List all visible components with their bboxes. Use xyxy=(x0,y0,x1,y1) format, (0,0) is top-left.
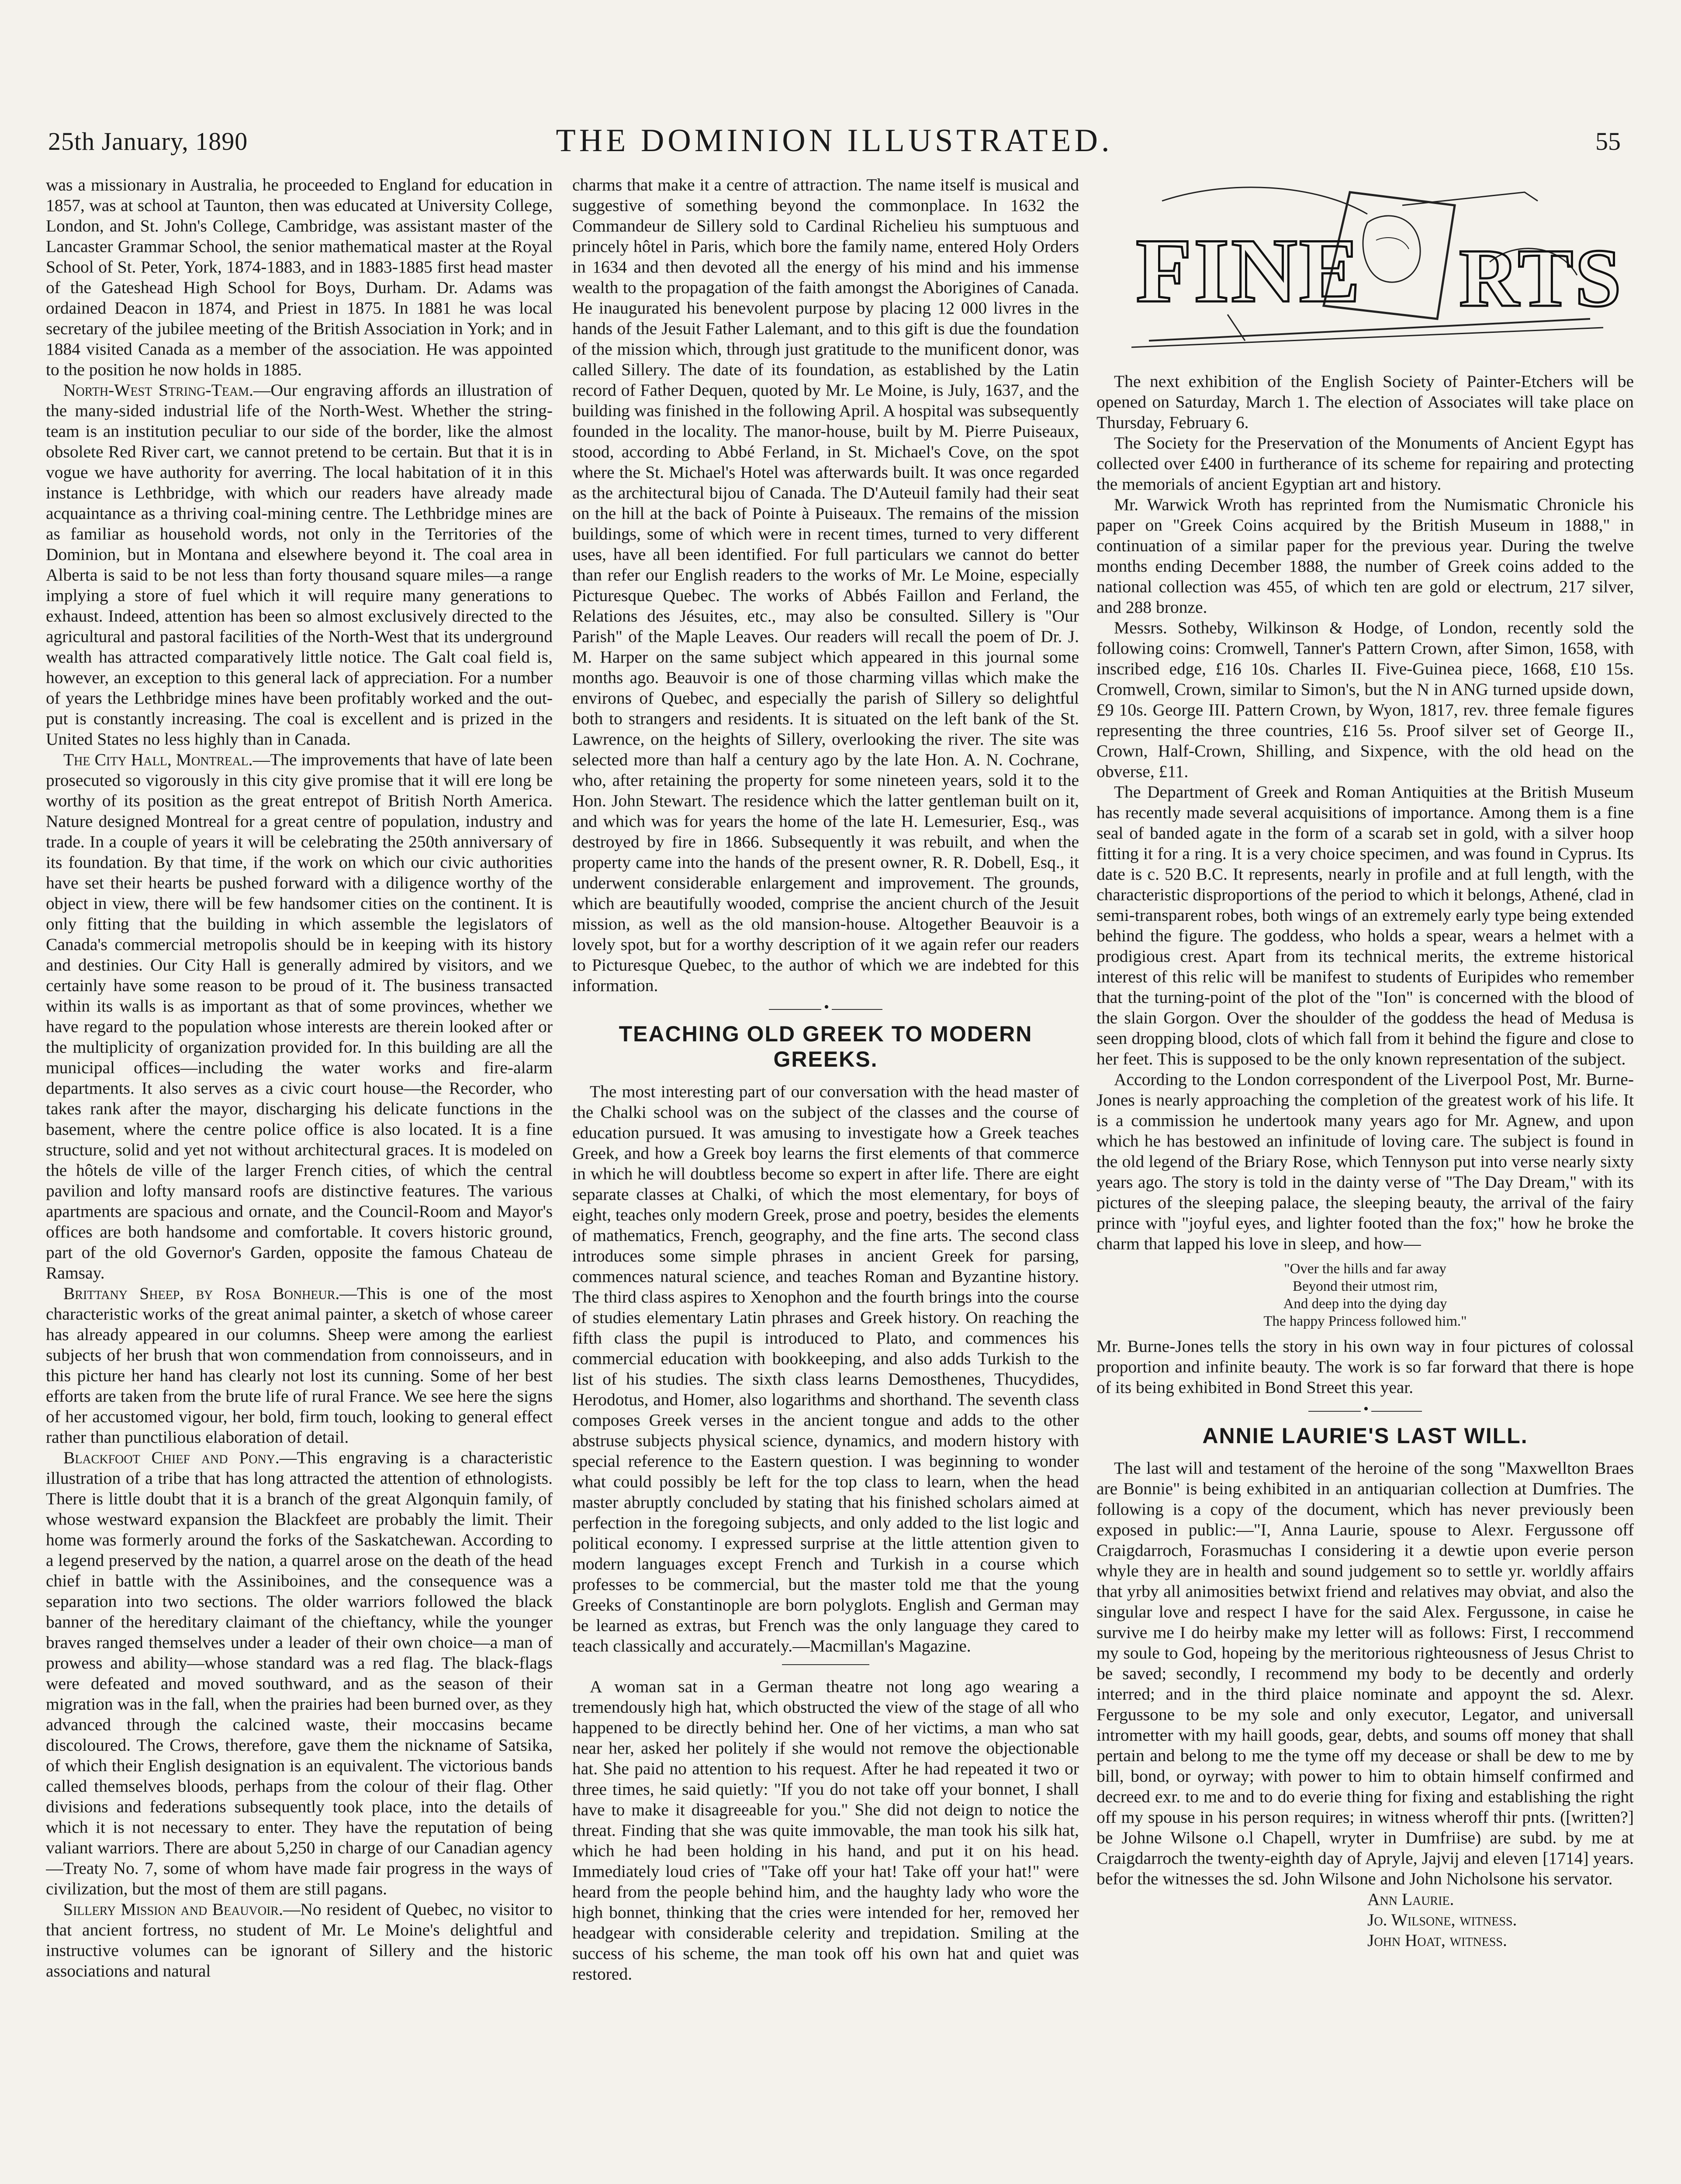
article-paragraph: The Society for the Preservation of the Monuments of Ancient Egypt has collected over £400 in furtherance of its scheme for repairing and protecting the memorials of ancient Egyptian art and history. xyxy=(1096,433,1634,494)
article-paragraph: The Department of Greek and Roman Antiquities at the British Museum has recently made several acquisitions of importance. Among them is a fine seal of banded agate in the form of a scarab set in gold, with a silver hoop fitting it for a ring. It is a very choice specimen, and was found in Cyprus. Its date is c. 520 B.C. It represents, nearly in profile and at full length, with the characteristic disproportions of the period to which it belongs, Athené, clad in semi-transparent robes, both wings of an extremely early type being extended behind the figure. The goddess, who holds a spear, wears a helmet with a prodigious crest. Apart from its technical merits, the extreme historical interest of this relic will be manifest to students of Euripides who remember that the turning-point of the plot of the "Ion" is concerned with the blood of the slain Gorgon. Over the shoulder of the goddess the head of Medusa is seen dropping blood, clots of which fall from it behind the figure and close to her feet. This is supposed to be the only known representation of the subject. xyxy=(1096,782,1634,1068)
fine-arts-logo xyxy=(1096,175,1634,363)
item-heading: The City Hall, Montreal. xyxy=(63,750,253,769)
column-1 xyxy=(46,175,553,2184)
article-paragraph xyxy=(46,1448,553,1899)
item-text: —Our engraving affords an illustration of the many-sided industrial life of the North-West. Whether the string-team is an institution peculiar to our side of the border, like the almost obsolete Red River cart, we cannot pretend to be certain. But that it is in vogue we have authority for averring. The local habitation of it in this instance is Lethbridge, with which our readers have already made acquaintance as a thriving coal-mining centre. The Lethbridge mines are as familiar as household words, not only in the Territories of the Dominion, but in Montana and elsewhere beyond it. The coal area in Alberta is said to be not less than forty thousand square miles—a range implying a store of fuel which it will require many generations to exhaust. Indeed, attention has been so almost exclusively directed to the agricultural and pastoral facilities of the North-West that its underground wealth has attracted comparatively little notice. The Galt coal field is, however, an exception to this general lack of appreciation. For a number of years the Lethbridge mines have been profitably worked and the out-put is constantly increasing. The coal is excellent and is prized in the United States no less highly than in Canada. xyxy=(46,380,553,749)
item-heading: Brittany Sheep, by Rosa Bonheur. xyxy=(63,1284,340,1303)
item-text: —No resident of Quebec, no visitor to that ancient fortress, no student of Mr. Le Moine's delightful and instructive volumes can be ignorant of Sillery and the historic associations and natural xyxy=(46,1900,553,1980)
item-heading: Blackfoot Chief and Pony. xyxy=(63,1448,280,1467)
poem-line: The happy Princess followed him." xyxy=(1263,1313,1467,1329)
poem-line: "Over the hills and far away xyxy=(1284,1261,1446,1277)
divider-line xyxy=(782,1664,869,1665)
issue-date: 25th January, 1890 xyxy=(48,127,248,156)
section-divider xyxy=(769,1009,882,1010)
article-paragraph: charms that make it a centre of attraction. The name itself is musical and suggestive of something beyond the commonplace. In 1632 the Commandeur de Sillery sold to Cardinal Richelieu his sumptuous and princely hôtel in Paris, which bore the family name, entered Holy Orders in 1634 and then devoted all the energy of his mind and his immense wealth to the propagation of the faith amongst the Aborigines of Canada. He inaugurated his benevolent purpose by placing 12 000 livres in the hands of the Jesuit Father Lalemant, and to this gift is due the foundation of the mission which, through just gratitude to the munificent donor, was called Sillery. The date of its foundation, as established by the Latin record of Father Dequen, quoted by Mr. Le Moine, is July, 1637, and the building was finished in the following April. A hospital was subsequently founded in the locality. The manor-house, built by M. Pierre Puiseaux, stood, according to Abbé Ferland, in St. Michael's Cove, on the spot where the St. Michael's Hotel was afterwards built. It was once regarded as the architectural bijou of Canada. The D'Auteuil family had their seat on the hill at the back of Pointe à Puiseaux. The remains of the mission buildings, some of which were in recent times, turned to very different uses, have all been identified. For full particulars we cannot do better than refer our English readers to the works of Mr. Le Moine, especially Picturesque Quebec. The works of Abbés Faillon and Ferland, the Relations des Jésuites, etc., may also be consulted. Sillery is "Our Parish" of the Maple Leaves. Our readers will recall the poem of Dr. J. M. Harper on the same subject which appeared in this journal some months ago. Beauvoir is one of those charming villas which make the environs of Quebec, and especially the parish of Sillery so delightful both to strangers and residents. It is situated on the left bank of the St. Lawrence, on the heights of Sillery, overlooking the river. The site was selected more than half a century ago by the late Hon. A. N. Cochrane, who, after retaining the property for some nineteen years, sold it to the Hon. John Stewart. The residence which the latter gentleman built on it, and which was for years the home of the late H. Lemesurier, Esq., was destroyed by fire in 1866. Subsequently it was rebuilt, and when the property came into the hands of the present owner, R. R. Dobell, Esq., it underwent considerable enlargement and improvement. The grounds, which are beautifully wooded, comprise the ancient church of the Jesuit mission, as well as the old mansion-house. Altogether Beauvoir is a lovely spot, but for a worthy description of it we again refer our readers to Picturesque Quebec, to the author of which we are indebted for this information. xyxy=(572,175,1079,995)
item-text: —This is one of the most characteristic works of the great animal painter, a sketch of whose career has already appeared in our columns. Sheep were among the earliest subjects of her brush that won commendation from connoisseurs, and in this picture her hand has clearly not lost its cunning. Some of her best efforts are taken from the brute life of rural France. We see here the signs of her accustomed vigour, her bold, firm touch, looking to general effect rather than punctilious elaboration of detail. xyxy=(46,1284,553,1447)
article-paragraph xyxy=(46,380,553,750)
article-paragraph: Mr. Burne-Jones tells the story in his own way in four pictures of colossal proportion and infinite beauty. The work is so far forward that there is hope of its being exhibited in Bond Street this year. xyxy=(1096,1337,1634,1397)
item-text: —This engraving is a characteristic illustration of a tribe that has long attracted the attention of ethnologists. There is little doubt that it is a branch of the great Algonquin family, of whose westward expansion the Blackfeet are probably the limit. Their home was formerly around the forks of the Saskatchewan. According to a legend preserved by the nation, a quarrel arose on the death of the head chief in battle with the Assiniboines, and the consequence was a separation into two sections. The older warriors followed the black banner of the hereditary claimant of the chieftancy, while the younger braves ranged themselves under a leader of their own choice—a man of prowess and ability—whose standard was a red flag. The black-flags were defeated and moved southward, and as the season of their migration was in the fall, when the prairies had been burned over, as they advanced through the calcined waste, their moccasins became discoloured. The Crows, therefore, gave them the nickname of Satsika, of which their English designation is an equivalent. The victorious bands called themselves bloods, perhaps from the colour of their flag. Other divisions and federations subsequently took place, into the details of which it is not necessary to enter. They have the reputation of being valiant warriors. There are about 5,250 in charge of our Canadian agency—Treaty No. 7, some of whom have made fair progress in the ways of civilization, but the most of them are still pagans. xyxy=(46,1448,553,1898)
poem-line: Beyond their utmost rim, xyxy=(1293,1279,1438,1294)
article-paragraph: Messrs. Sotheby, Wilkinson & Hodge, of London, recently sold the following coins: Cromwell, Tanner's Pattern Crown, after Simon, 1658, with inscribed edge, £16 10s. Charles II. Five-Guinea piece, 1668, £10 15s. Cromwell, Crown, similar to Simon's, but the N in ANG turned upside down, £9 10s. George III. Pattern Crown, by Wyon, 1817, rev. three female figures representing the three countries, £16 5s. Proof silver set of George II., Crown, Half-Crown, Shilling, and Sixpence, with the old head on the obverse, £11. xyxy=(1096,618,1634,781)
column-2 xyxy=(572,175,1079,2184)
item-heading: North-West String-Team. xyxy=(63,380,253,400)
article-paragraph xyxy=(46,750,553,1283)
logo-text-fine: FINE xyxy=(1136,220,1362,321)
signature-witness-2: John Hoat, witness. xyxy=(1367,1931,1507,1950)
signature-witness-1: Jo. Wilsone, witness. xyxy=(1367,1910,1517,1929)
masthead-title: THE DOMINION ILLUSTRATED. xyxy=(556,123,1113,159)
signature-ann-laurie: Ann Laurie. xyxy=(1367,1890,1454,1909)
article-paragraph: The most interesting part of our conversation with the head master of the Chalki school was on the subject of the classes and the course of education pursued. It was amusing to investigate how a Greek teaches Greek, and how a Greek boy learns the first elements of that commerce in which he will doubtless become so expert in after life. There are eight separate classes at Chalki, of which the most elementary, for boys of eight, teaches only modern Greek, prose and poetry, besides the elements of mathematics, French, geography, and the fine arts. The second class introduces some simple phrases in ancient Greek for parsing, commences natural science, and teaches Roman and Byzantine history. The third class aspires to Xenophon and the fourth brings into the course of studies elementary Latin phrases and Greek history. On reaching the fifth class the pupil is introduced to Plato, and commences his commercial education with bookkeeping, and also adds Turkish to the list of his studies. The sixth class learns Demosthenes, Thucydides, Herodotus, and Homer, also logarithms and shorthand. The seventh class composes Greek verses in the ancient tongue and adds to the other abstruse subjects physical science, dynamics, and modern history with special reference to the Eastern question. I was beginning to wonder what could possibly be left for the top class to learn, when the head master abruptly concluded by stating that his finished scholars aimed at perfection in the foregoing subjects, and only added to the list logic and political economy. I expressed surprise at the little attention given to modern languages except French and Turkish in a course which professes to be commercial, but the master told me that the young Greeks of Constantinople are born polyglots. English and German may be learned as extras, but French was the only language they cared to teach classically and accurately.—Macmillan's Magazine. xyxy=(572,1082,1079,1655)
section-divider xyxy=(1308,1411,1422,1412)
fine-arts-emblem xyxy=(1096,175,1634,363)
page-number: 55 xyxy=(1595,127,1621,156)
poem-quote xyxy=(1096,1260,1634,1330)
page-header xyxy=(48,118,1621,166)
item-text: —The improvements that have of late been prosecuted so vigorously in this city give promise that it will ere long be worthy of its position as the great entrepot of British North America. Nature designed Montreal for a great centre of population, industry and trade. In a couple of years it will be celebrating the 250th anniversary of its foundation. By that time, if the work on which our civic authorities have set their hearts be pushed forward with a diligence worthy of the object in view, there will be few handsomer cities on the continent. It is only fitting that the building in which assemble the legislators of Canada's commercial metropolis should be in keeping with its history and destinies. Our City Hall is generally admired by visitors, and we certainly have some reason to be proud of it. The business transacted within its walls is as important as that of some provinces, whether we have regard to the population whose interests are therein looked after or the multiplicity of organization provided for. In this building are all the municipal offices—including the water works and fire-alarm departments. It also serves as a civic court house—the Recorder, who takes rank after the mayor, discharging his delicate functions in the basement, where the centre police office is also located. It is a fine structure, solid and yet not without architectural graces. It is modeled on the hôtels de ville of the larger French cities, of which the central pavilion and lofty mansard roofs are distinctive features. The various apartments are spacious and ornate, and the Council-Room and Mayor's offices are both handsome and comfortable. It covers historic ground, part of the old Governor's Garden, opposite the famous Chateau de Ramsay. xyxy=(46,750,553,1282)
article-paragraph xyxy=(46,1899,553,1981)
article-title: TEACHING OLD GREEK TO MODERN GREEKS. xyxy=(619,1022,1033,1071)
article-title: ANNIE LAURIE'S LAST WILL. xyxy=(1202,1424,1528,1448)
article-paragraph: Mr. Warwick Wroth has reprinted from the Numismatic Chronicle his paper on "Greek Coins acquired by the British Museum in 1888," in continuation of a similar paper for the previous year. During the twelve months ending December 1888, the number of Greek coins added to the national collection was 455, of which ten are gold or electrum, 217 silver, and 288 bronze. xyxy=(1096,495,1634,617)
article-paragraph: A woman sat in a German theatre not long ago wearing a tremendously high hat, which obstructed the view of the stage of all who happened to be directly behind her. One of her victims, a man who sat near her, asked her politely if she would not remove the objectionable hat. She paid no attention to his request. After he had repeated it two or three times, he said quietly: "If you do not take off your bonnet, I shall have to make it disagreeable for you." She did not deign to notice the threat. Finding that she was quite immovable, the man took his silk hat, which he had been holding in his hand, and put it on his head. Immediately loud cries of "Take off your hat! Take off your hat!" were heard from the people behind him, and the haughty lady who wore the high bonnet, thinking that the cries were intended for her, removed her headgear with considerable celerity and trepidation. Smiling at the success of his scheme, the man took off his own hat and quiet was restored. xyxy=(572,1677,1079,1984)
article-paragraph: The last will and testament of the heroine of the song "Maxwellton Braes are Bonnie" is being exhibited in an antiquarian collection at Dumfries. The following is a copy of the document, which has never previously been exposed in public:—"I, Anna Laurie, spouse to Alexr. Fergussone off Craigdarroch, Forasmuchas I considering it a dewtie upon everie person whyle they are in health and sound judgement so to settle yr. worldly affairs that yrby all animosities betwixt friend and relatives may obviat, and also the singular love and respect I have for the said Alex. Fergussone, in caise he survive me I do heirby make my letter will as follows: First, I reccommend my soule to God, hopeing by the meritorious righteousness of Jesus Christ to be saved; secondly, I recommend my body to be decently and orderly interred; and in the third plaice nominate and appoynt the sd. Alexr. Fergussone to be my sole and only executor, Legator, and universall intrometter with my haill goods, gear, debts, and soums off money that shall pertain and belong to me the tyme off my decease or shall be dew to me by bill, bond, or oyrway; with power to him to obtain himself confirmed and decreed exr. to me and to do everie thing for fixing and establishing the right off my spouse in his person requires; in witness wheroff thir pnts. ([written?] be Johne Wilsone o.l Chapell, wryter in Dumfriise) are subd. by me at Craigdarroch the twenty-eighth day of Apryle, Jajvij and eleven [1714] years. befor the witnesses the sd. John Wilsone and John Nicholsone his servator. xyxy=(1096,1458,1634,1888)
poem-line: And deep into the dying day xyxy=(1283,1296,1447,1312)
item-heading: Sillery Mission and Beauvoir. xyxy=(63,1900,283,1919)
article-paragraph: The next exhibition of the English Society of Painter-Etchers will be opened on Saturday, March 1. The election of Associates will take place on Thursday, February 6. xyxy=(1096,372,1634,432)
logo-text-arts: RTS xyxy=(1459,232,1623,324)
article-paragraph xyxy=(46,1283,553,1448)
article-paragraph: was a missionary in Australia, he proceeded to England for education in 1857, was at school at Taunton, then was educated at University College, London, and St. John's College, Cambridge, was assistant master of the Lancaster Grammar School, the senior mathematical master at the Royal School of St. Peter, York, 1874-1883, and in 1883-1885 first head master of the Gateshead High School for Boys, Durham. Dr. Adams was ordained Deacon in 1874, and Priest in 1875. In 1881 he was local secretary of the jubilee meeting of the British Association in York; and in 1884 visited Canada as a member of the association. He was appointed to the position he now holds in 1885. xyxy=(46,175,553,379)
column-3 xyxy=(1096,175,1634,2184)
article-paragraph: According to the London correspondent of the Liverpool Post, Mr. Burne-Jones is nearly approaching the completion of the greatest work of his life. It is a commission he undertook many years ago for Mr. Agnew, and upon which he has bestowed an infinitude of loving care. The subject is found in the old legend of the Briary Rose, which Tennyson put into verse nearly sixty years ago. The story is told in the dainty verse of "The Day Dream," with its pictures of the sleeping palace, the sleeping beauty, the arrival of the fairy prince with "joyful eyes, and lighter footed than the fox;" how he broke the charm that lapped his love in sleep, and how— xyxy=(1096,1070,1634,1253)
